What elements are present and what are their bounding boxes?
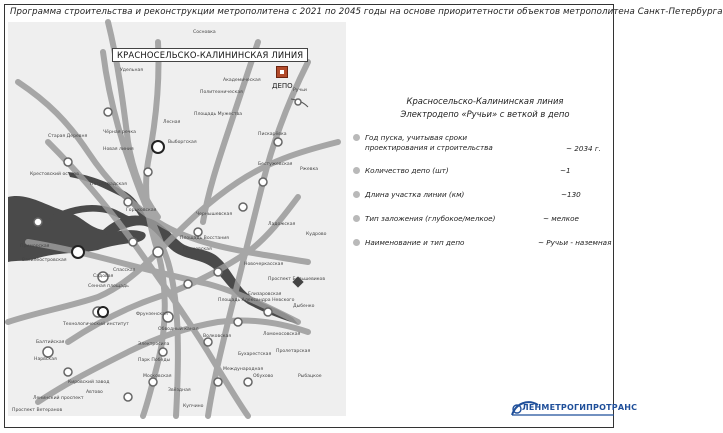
bullet-icon <box>353 239 360 246</box>
param-row <box>353 133 493 153</box>
param-row <box>353 214 495 224</box>
station-label: Балтийская <box>36 340 65 345</box>
page-header: Программа строительства и реконструкции метрополитена с 2021 по 2045 годы на основе приоритетности объектов метрополитена Санкт-Петербурга <box>10 7 723 17</box>
param-label: Количество депо (шт) <box>365 166 449 175</box>
station-marker <box>144 168 152 176</box>
bullet-icon <box>353 134 360 141</box>
bullet-icon <box>353 191 360 198</box>
station-marker <box>274 138 282 146</box>
station-label: Удельная <box>120 68 144 73</box>
line-name-label: КРАСНОСЕЛЬСКО-КАЛИНИНСКАЯ ЛИНИЯ <box>112 48 308 62</box>
station-label: Обводный канал <box>158 327 199 332</box>
param-label: проектирования и строительства <box>365 143 493 152</box>
station-label: Фрунзенская <box>136 312 168 317</box>
station-label: Пролетарская <box>276 349 311 354</box>
station-label: Новая линия <box>103 147 134 152</box>
depot-label: ДЕПО <box>272 82 293 90</box>
station-label: Ладожская <box>268 222 296 227</box>
interchange-marker <box>72 246 84 258</box>
param-label: Длина участка линии (км) <box>365 190 465 199</box>
station-label: Горьковская <box>126 208 157 213</box>
station-marker <box>214 378 222 386</box>
bullet-icon <box>353 215 360 222</box>
station-label: Парк Победы <box>138 358 171 363</box>
param-value: ~ Ручьи - наземная <box>538 238 612 247</box>
interchange-marker <box>98 307 108 317</box>
station-label: Ржевка <box>300 167 319 172</box>
param-value: ~ мелкое <box>543 214 579 223</box>
station-marker <box>124 198 132 206</box>
station-marker <box>159 348 167 356</box>
station-marker <box>264 308 272 316</box>
station-marker <box>149 378 157 386</box>
metro-map <box>8 22 346 416</box>
station-marker <box>204 338 212 346</box>
station-label: Пискарёвка <box>258 132 287 137</box>
panel-title-line2: Электродепо «Ручьи» с веткой в депо <box>400 109 570 119</box>
station-label: Кировский завод <box>68 380 110 385</box>
interchange-marker <box>152 141 164 153</box>
company-logo-text: ЛЕНМЕТРОГИПРОТРАНС <box>522 403 638 412</box>
station-label: Кудрово <box>306 232 327 237</box>
station-label: Выборгская <box>168 140 197 145</box>
station-marker <box>295 99 301 105</box>
station-marker <box>153 247 163 257</box>
station-label: Технологический институт <box>63 322 129 327</box>
station-label: Площадь Александра Невского <box>218 298 295 303</box>
station-label: Ручьи <box>293 88 307 93</box>
param-row <box>353 166 449 176</box>
station-label: Ленинский проспект <box>33 396 84 401</box>
station-label: Бестужевская <box>258 162 293 167</box>
station-label: Чёрная речка <box>103 130 136 135</box>
station-label: Приморская <box>20 244 50 249</box>
station-label: Петроградская <box>90 182 127 187</box>
station-marker <box>259 178 267 186</box>
station-label: Василеостровская <box>22 258 67 263</box>
station-label: Международная <box>223 367 264 372</box>
param-value: ~1 <box>560 166 571 175</box>
station-marker <box>34 218 42 226</box>
station-label: Обухово <box>253 374 274 379</box>
panel-title <box>360 95 610 121</box>
param-label: Тип заложения (глубокое/мелкое) <box>365 214 496 223</box>
station-label: Автово <box>86 390 103 395</box>
station-label: Купчино <box>183 404 204 409</box>
station-label: Крестовский остров <box>30 172 79 177</box>
station-label: Площадь Мужества <box>194 112 243 117</box>
station-label: Московская <box>143 374 172 379</box>
station-label: Площадь Восстания <box>180 236 229 241</box>
depot-marker <box>276 66 288 78</box>
station-label: Чернышевская <box>196 212 233 217</box>
station-label: Проспект Большевиков <box>268 277 326 282</box>
station-label: Звёздная <box>168 388 191 393</box>
param-label: Год пуска, учитывая сроки <box>365 133 468 142</box>
param-value: ~130 <box>561 190 581 199</box>
station-label: Рыбацкое <box>298 374 322 379</box>
station-marker <box>129 238 137 246</box>
station-marker <box>64 368 72 376</box>
station-label: Дыбенко <box>293 304 315 309</box>
station-label: Сенная площадь <box>88 284 129 289</box>
station-marker <box>239 203 247 211</box>
panel-title-line1: Красносельско-Калининская линия <box>406 96 564 106</box>
station-label: Проспект Ветеранов <box>12 408 63 413</box>
station-label: Новочеркасская <box>244 262 284 267</box>
station-label: Ломоносовская <box>263 332 301 337</box>
station-label: Нарвская <box>34 357 57 362</box>
station-label: Садовая <box>93 274 114 279</box>
station-marker <box>64 158 72 166</box>
station-marker <box>104 108 112 116</box>
param-row <box>353 190 464 200</box>
station-label: Электросила <box>138 342 170 347</box>
param-row <box>353 238 464 248</box>
station-label: Волковская <box>203 334 232 339</box>
station-label: Маяковская <box>183 247 212 252</box>
station-marker <box>194 228 202 236</box>
station-label: Старая Деревня <box>48 134 88 139</box>
station-label: Спасская <box>113 268 136 273</box>
param-value: ~ 2034 г. <box>566 144 601 153</box>
station-label: Елизаровская <box>248 292 282 297</box>
station-marker <box>43 347 53 357</box>
station-label: Академическая <box>223 78 261 83</box>
station-label: Лесная <box>163 120 181 125</box>
station-marker <box>244 378 252 386</box>
station-label: Сосновка <box>193 30 216 35</box>
station-label: Бухарестская <box>238 352 272 357</box>
station-marker <box>234 318 242 326</box>
map-canvas <box>8 22 346 416</box>
bullet-icon <box>353 167 360 174</box>
param-label: Наименование и тип депо <box>365 238 465 247</box>
station-marker <box>184 280 192 288</box>
station-marker <box>124 393 132 401</box>
station-marker <box>214 268 222 276</box>
station-label: Политехническая <box>200 90 243 95</box>
